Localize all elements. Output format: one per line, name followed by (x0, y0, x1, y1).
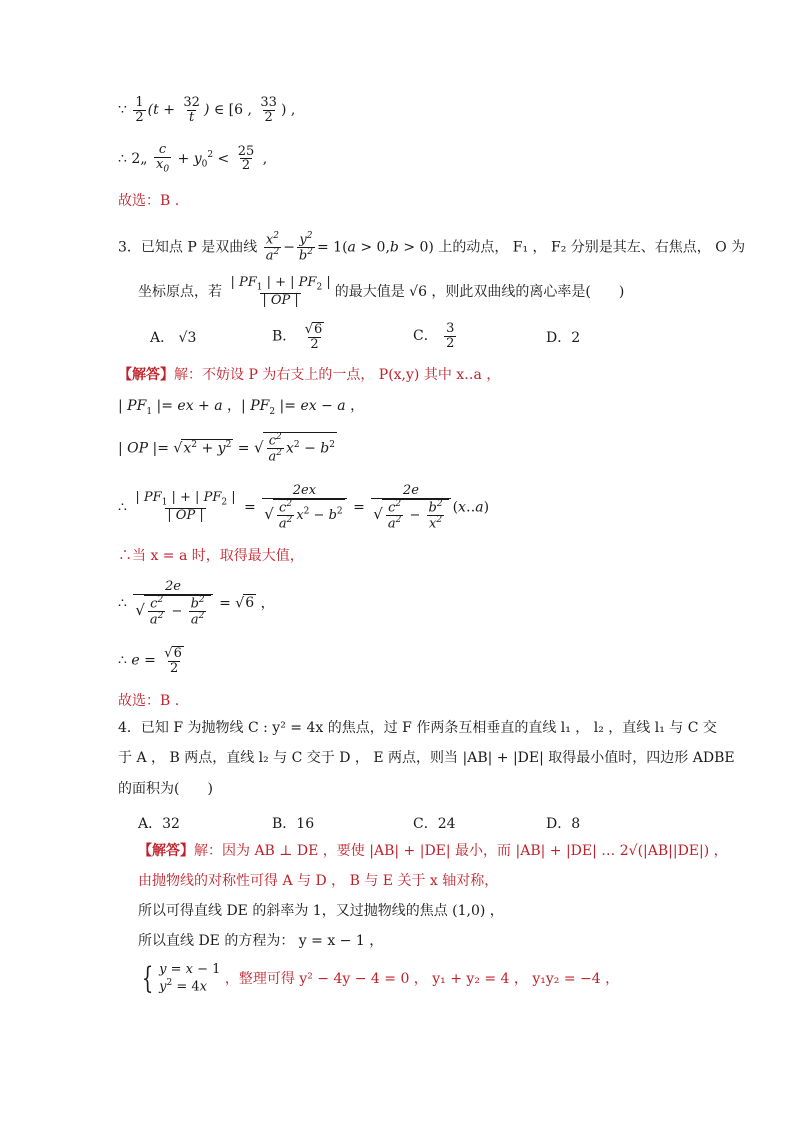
q4-solution-line2: 由抛物线的对称性可得 A 与 D ， B 与 E 关于 x 轴对称， (138, 873, 499, 889)
q3-solution-line2: | $PF_1$ |= ex + a ，| $PF_2$ |= ex − a ， (118, 398, 365, 417)
q4-solution-line5: { y = x − 1 $y^2 = 4x$ ，整理可得 y² − 4y − 4 = 0 ， y₁ + y₂ = 4 ， y₁y₂ = −4 ， (138, 962, 619, 996)
question3-stem-line2: 坐标原点，若 $\frac{| PF_1 | + | PF_2 |}{| OP |}$ 的最大值是 √6 ，则此双曲线的离心率是( ) (138, 275, 625, 309)
q3-solution-line6: ∴ 2e √ $\frac{c^2}{a^2}$ − $\frac{b^2}{a^2}$ = √6 ， (118, 579, 275, 627)
q3-answer-label: 【解答】 (118, 367, 174, 383)
question4-stem-line1: 4．已知 F 为抛物线 C : y² = 4x 的焦点，过 F 作两条互相垂直的直线 l₁ ， l₂ ，直线 l₁ 与 C 交 (118, 720, 717, 736)
question3-stem-line1: 3．已知点 P 是双曲线 $\frac{x^2}{a^2}$ − $\frac{y^2}{b^2}$ = 1(a > 0,b > 0) 上的动点， F₁ ， F₂ 分别是其左、右焦点， O 为 (118, 231, 746, 264)
question4-stem-line2: 于 A ， B 两点，直线 l₂ 与 C 交于 D ， E 两点，则当 |AB| + |DE| 取得最小值时，四边形 ADBE (118, 750, 735, 766)
q4-option-c[interactable]: C．24 (413, 816, 456, 832)
q3-option-c[interactable]: C． $\frac{3}{2}$ (413, 321, 455, 351)
solution2-line2: ∴ 2„ $\frac{c}{x_0}$ + $y_0^2$ < $\frac{25}{2}$ , (118, 142, 268, 175)
q3-option-d[interactable]: D．2 (546, 330, 581, 346)
q4-solution-line1: 【解答】解：因为 AB ⊥ DE ，要使 |AB| + |DE| 最小，而 |AB| + |DE| … 2√(|AB||DE|) ， (138, 843, 728, 859)
q4-option-d[interactable]: D．8 (546, 816, 581, 832)
q3-solution-line4: ∴ $\frac{| PF_1 | + | PF_2 |}{| OP |}$ = 2ex √ $\frac{c^2}{a^2}$ $x^2 - b^2$ = 2e √ $\frac{c^2}{a^2}$ − $\frac{b^2}{x^2}$ (x‥a) (118, 483, 490, 531)
q3-option-a[interactable]: A． √3 (150, 330, 197, 346)
solution2-line1: ∵ $\frac{1}{2}$ (t + $\frac{32}{t}$ ) ∈ [6 , $\frac{33}{2}$ ) , (118, 95, 296, 125)
q3-solution-line1: 【解答】解：不妨设 P 为右支上的一点， P(x,y) 其中 x‥a ， (118, 367, 501, 383)
q4-option-b[interactable]: B．16 (272, 816, 315, 832)
q3-solution-line7: ∴ e = $\frac{√6}{2}$ (118, 646, 182, 676)
q4-solution-line3: 所以可得直线 DE 的斜率为 1，又过抛物线的焦点 (1,0) ， (138, 903, 504, 919)
q4-solution-line4: 所以直线 DE 的方程为： y = x − 1 ， (138, 933, 384, 949)
question4-stem-line3: 的面积为( ) (118, 781, 213, 797)
q3-solution-line3: | OP |= $√x^2 + y^2$ = √ $\frac{c^2}{a^2}$ $x^2 - b^2$ (118, 432, 335, 465)
equation-system: { y = x − 1 $y^2 = 4x$ (141, 960, 221, 996)
q4-option-a[interactable]: A．32 (138, 816, 180, 832)
q3-answer: 故选：B . (118, 693, 180, 709)
q3-option-b[interactable]: B． $\frac{√6}{2}$ (272, 322, 323, 352)
q4-answer-label: 【解答】 (138, 843, 194, 859)
solution2-answer: 故选：B . (118, 193, 180, 209)
q3-solution-line5: ∴当 x = a 时，取得最大值， (118, 548, 304, 564)
